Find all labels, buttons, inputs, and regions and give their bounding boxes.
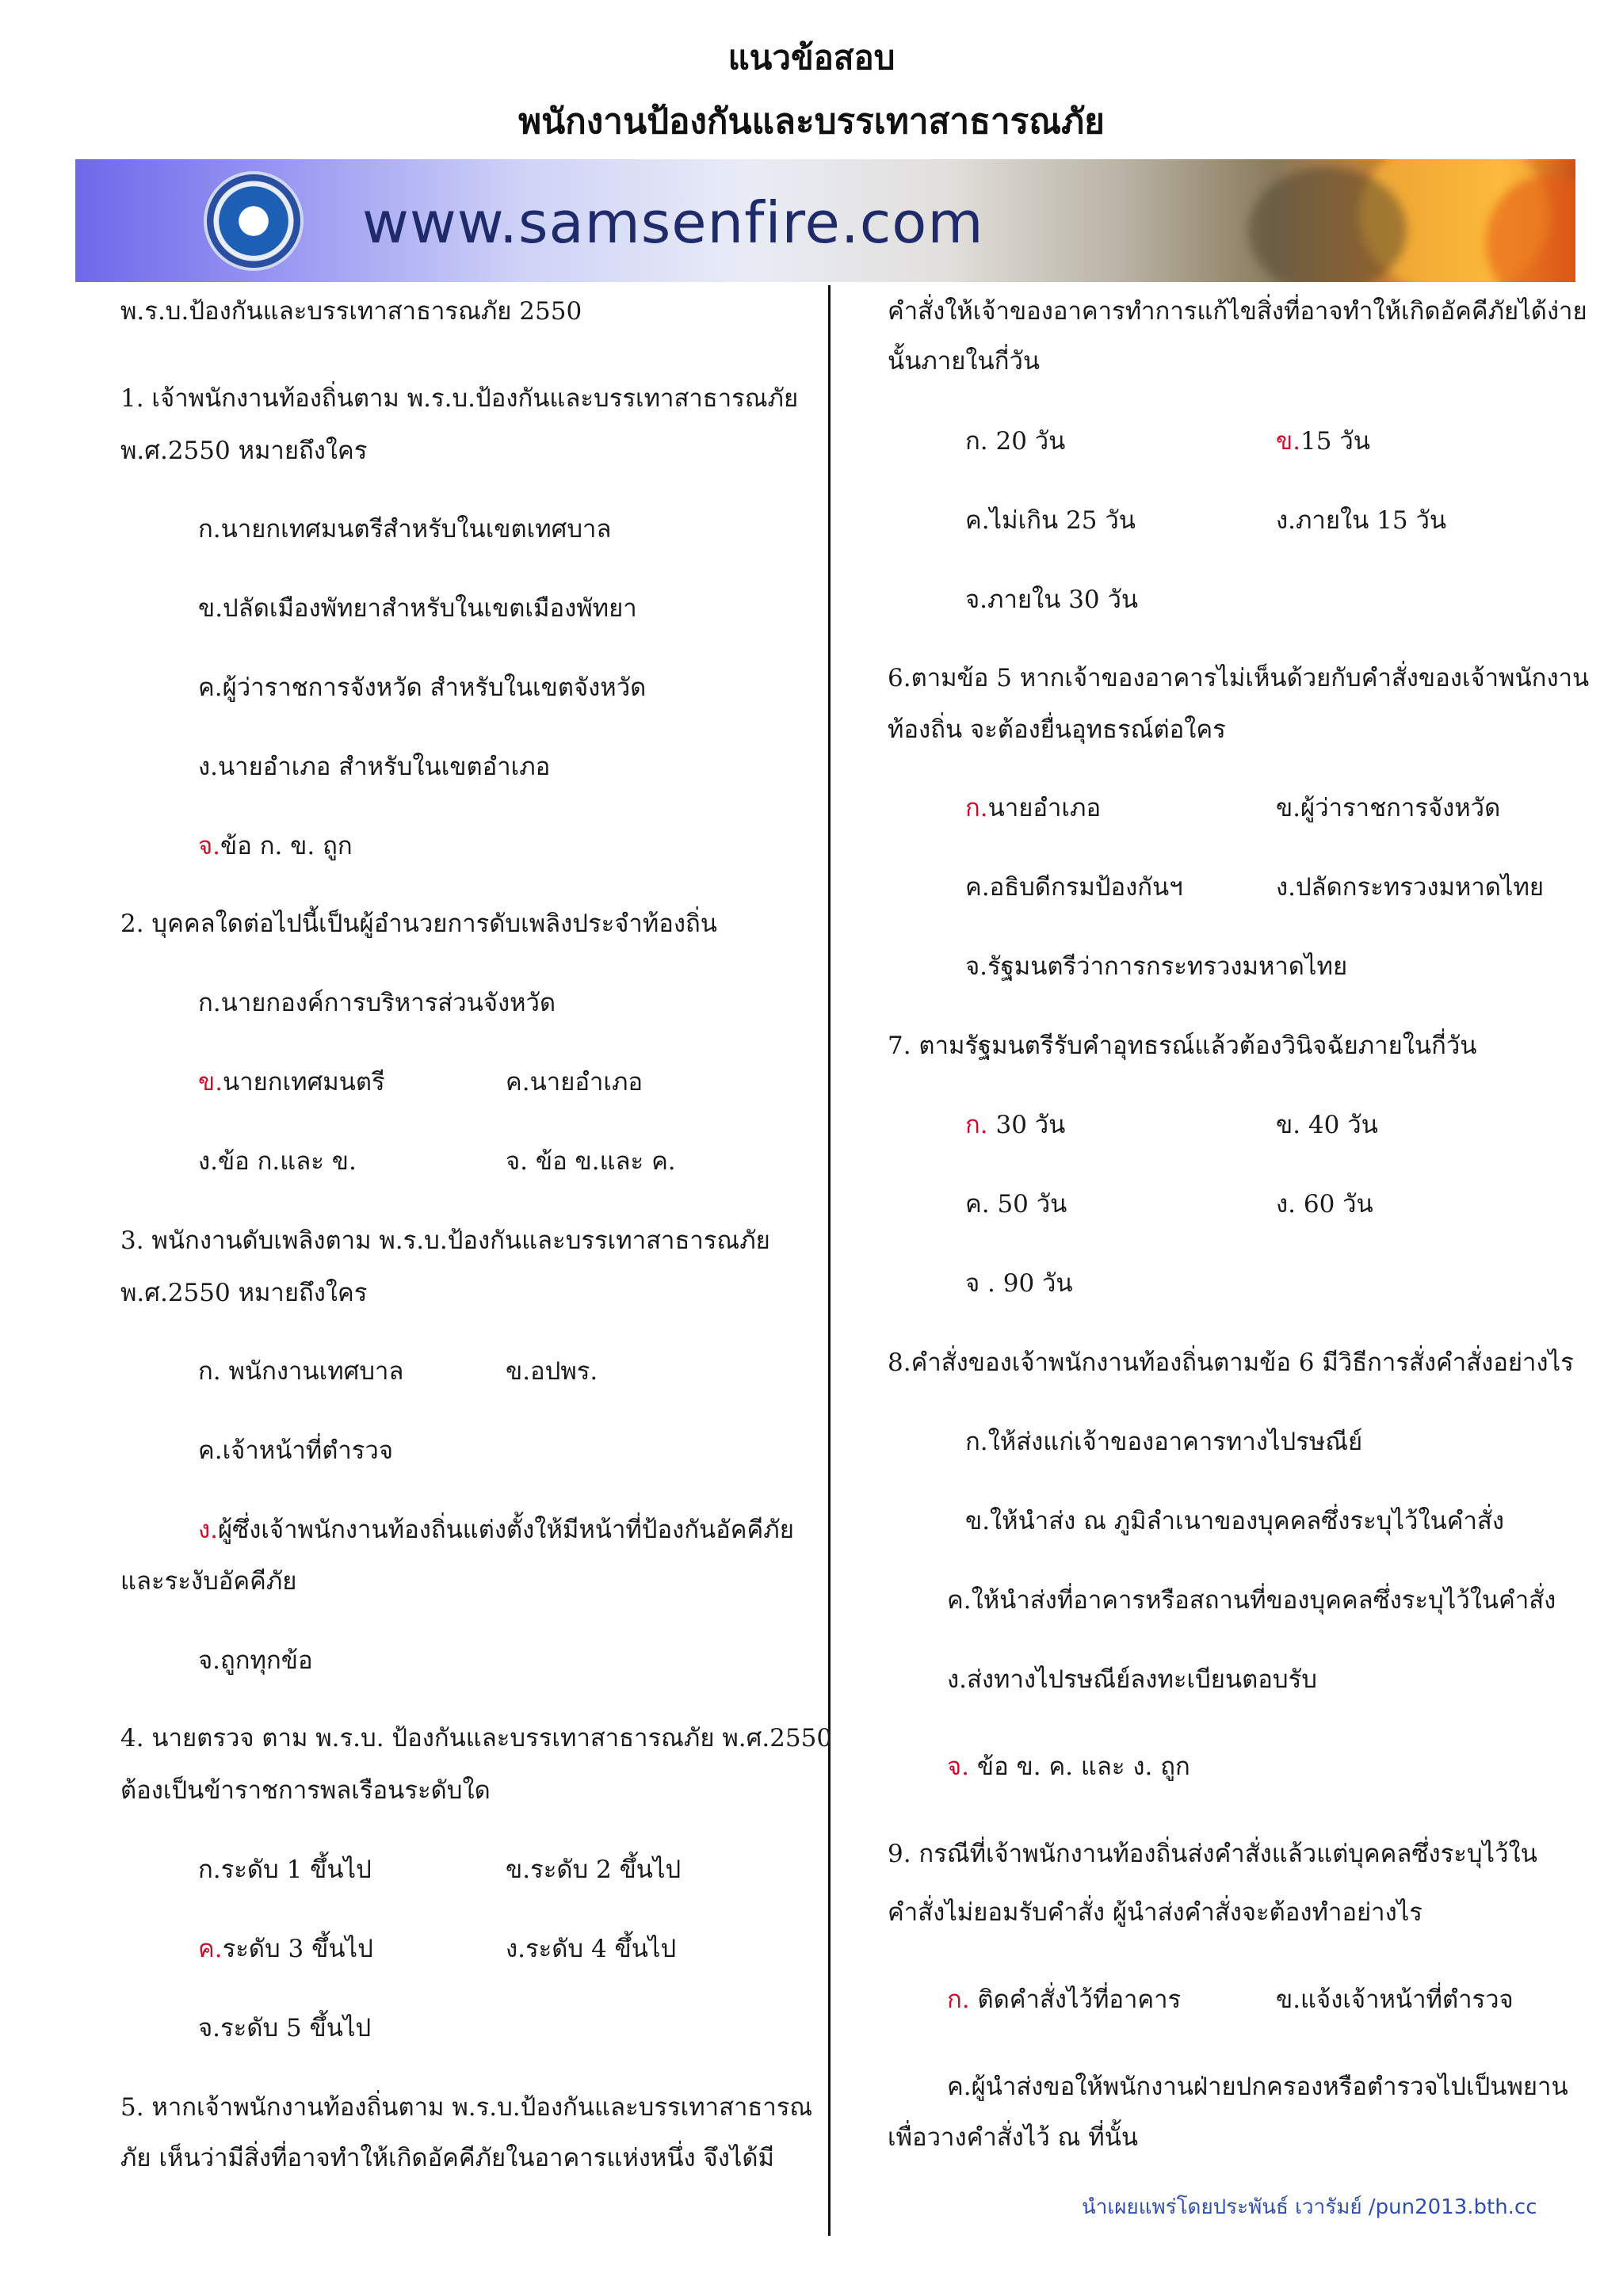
question-text: ต้องเป็นข้าราชการพลเรือนระดับใด — [120, 1776, 491, 1805]
choice: ข. 40 วัน — [1276, 1111, 1378, 1139]
answer-key: ก. — [947, 1985, 970, 2014]
question-text: 5. หากเจ้าพนักงานท้องถิ่นตาม พ.ร.บ.ป้องกันและบรรเทาสาธารณ — [120, 2093, 813, 2122]
choice-text: ข้อ ข. ค. และ ง. ถูก — [969, 1753, 1190, 1781]
choice: ค.ให้นำส่งที่อาคารหรือสถานที่ของบุคคลซึ่งระบุไว้ในคำสั่ง — [947, 1586, 1556, 1615]
correct-choice — [198, 830, 353, 862]
choice: ง.ระดับ 4 ขึ้นไป — [506, 1935, 677, 1963]
choice: จ.ระดับ 5 ขึ้นไป — [198, 2014, 372, 2042]
choice: ค.ไม่เกิน 25 วัน — [965, 506, 1136, 535]
correct-choice — [947, 1984, 1181, 2016]
choice: ก. พนักงานเทศบาล — [198, 1357, 404, 1386]
answer-key: ข. — [1276, 427, 1301, 456]
choice: ก.ให้ส่งแก่เจ้าของอาคารทางไปรษณีย์ — [965, 1428, 1363, 1456]
answer-key: ก. — [965, 1111, 988, 1139]
answer-key: ง. — [198, 1516, 218, 1544]
answer-key: ค. — [198, 1935, 223, 1963]
choice: จ . 90 วัน — [965, 1269, 1073, 1298]
choice-text: ระดับ 3 ขึ้นไป — [222, 1935, 373, 1963]
choice: ค.เจ้าหน้าที่ตำรวจ — [198, 1436, 393, 1465]
question-text: คำสั่งไม่ยอมรับคำสั่ง ผู้นำส่งคำสั่งจะต้องทำอย่างไร — [888, 1898, 1423, 1927]
question-text: 1. เจ้าพนักงานท้องถิ่นตาม พ.ร.บ.ป้องกันและบรรเทาสาธารณภัย — [120, 384, 799, 413]
law-heading: พ.ร.บ.ป้องกันและบรรเทาสาธารณภัย 2550 — [120, 297, 582, 326]
choice: ข.ปลัดเมืองพัทยาสำหรับในเขตเมืองพัทยา — [198, 594, 637, 623]
choice: ข.ระดับ 2 ขึ้นไป — [506, 1855, 682, 1884]
question-text: 6.ตามข้อ 5 หากเจ้าของอาคารไม่เห็นด้วยกับคำสั่งของเจ้าพนักงาน — [888, 664, 1590, 692]
choice: ง.ข้อ ก.และ ข. — [198, 1147, 357, 1176]
question-text: พ.ศ.2550 หมายถึงใคร — [120, 1279, 368, 1307]
fire-department-logo — [204, 171, 304, 271]
choice: ข.แจ้งเจ้าหน้าที่ตำรวจ — [1276, 1985, 1514, 2014]
choice: ค.ผู้ว่าราชการจังหวัด สำหรับในเขตจังหวัด — [198, 673, 647, 702]
choice: ก.นายกองค์การบริหารส่วนจังหวัด — [198, 989, 556, 1017]
banner-url[interactable]: www.samsenfire.com — [362, 189, 984, 256]
choice-text: 30 วัน — [987, 1111, 1066, 1139]
choice: ข.ให้นำส่ง ณ ภูมิลำเนาของบุคคลซึ่งระบุไว้ในคำสั่ง — [965, 1507, 1504, 1535]
answer-key: ก. — [965, 794, 988, 822]
page-title: แนวข้อสอบ — [727, 38, 896, 77]
answer-key: จ. — [947, 1753, 970, 1781]
choice: ค. 50 วัน — [965, 1190, 1067, 1219]
choice: ก.ระดับ 1 ขึ้นไป — [198, 1855, 372, 1884]
question-text: นั้นภายในกี่วัน — [888, 347, 1041, 376]
correct-choice — [198, 1066, 385, 1098]
choice: ง.ภายใน 15 วัน — [1276, 506, 1447, 535]
correct-choice — [965, 1109, 1065, 1141]
choice: ข.ผู้ว่าราชการจังหวัด — [1276, 794, 1501, 822]
site-banner — [75, 159, 1575, 282]
page-subtitle: พนักงานป้องกันและบรรเทาสาธารณภัย — [518, 101, 1105, 142]
choice: ง.นายอำเภอ สำหรับในเขตอำเภอ — [198, 753, 551, 781]
question-text: ท้องถิ่น จะต้องยื่นอุทธรณ์ต่อใคร — [888, 715, 1226, 744]
question-text: 9. กรณีที่เจ้าพนักงานท้องถิ่นส่งคำสั่งแล้วแต่บุคคลซึ่งระบุไว้ใน — [888, 1840, 1537, 1868]
choice-continuation: เพื่อวางคำสั่งไว้ ณ ที่นั้น — [888, 2123, 1139, 2152]
correct-choice — [198, 1933, 373, 1965]
choice-text: ข้อ ก. ข. ถูก — [220, 832, 353, 860]
answer-key: จ. — [198, 832, 221, 860]
question-text: ภัย เห็นว่ามีสิ่งที่อาจทำให้เกิดอัคคีภัยในอาคารแห่งหนึ่ง จึงได้มี — [120, 2144, 774, 2172]
choice-text: ผู้ซึ่งเจ้าพนักงานท้องถิ่นแต่งตั้งให้มีหน้าที่ป้องกันอัคคีภัย — [218, 1516, 794, 1544]
choice: จ. ข้อ ข.และ ค. — [506, 1147, 676, 1176]
choice: ก.นายกเทศมนตรีสำหรับในเขตเทศบาล — [198, 515, 612, 543]
choice: ง.ส่งทางไปรษณีย์ลงทะเบียนตอบรับ — [947, 1665, 1317, 1694]
question-text: คำสั่งให้เจ้าของอาคารทำการแก้ไขสิ่งที่อาจทำให้เกิดอัคคีภัยได้ง่าย — [888, 297, 1587, 326]
choice: ค.นายอำเภอ — [506, 1068, 643, 1097]
question-text: พ.ศ.2550 หมายถึงใคร — [120, 437, 368, 465]
choice: ก. 20 วัน — [965, 427, 1066, 456]
footer-credit[interactable]: นำเผยแพร่โดยประพันธ์ เวารัมย์ /pun2013.bth.cc — [1082, 2195, 1537, 2219]
question-text: 2. บุคคลใดต่อไปนี้เป็นผู้อำนวยการดับเพลิงประจำท้องถิ่น — [120, 910, 717, 938]
choice: จ.รัฐมนตรีว่าการกระทรวงมหาดไทย — [965, 952, 1348, 981]
correct-choice — [965, 792, 1101, 824]
choice: ค.ผู้นำส่งขอให้พนักงานฝ่ายปกครองหรือตำรวจไปเป็นพยาน — [947, 2073, 1568, 2101]
choice: ข.อปพร. — [506, 1357, 598, 1386]
choice: ง.ปลัดกระทรวงมหาดไทย — [1276, 873, 1545, 902]
choice-text: นายกเทศมนตรี — [223, 1068, 385, 1097]
question-text: 8.คำสั่งของเจ้าพนักงานท้องถิ่นตามข้อ 6 มีวิธีการสั่งคำสั่งอย่างไร — [888, 1348, 1574, 1377]
question-text: 3. พนักงานดับเพลิงตาม พ.ร.บ.ป้องกันและบรรเทาสาธารณภัย — [120, 1226, 770, 1255]
correct-choice — [947, 1751, 1190, 1783]
choice-text: นายอำเภอ — [987, 794, 1102, 822]
column-divider — [828, 285, 831, 2236]
choice: ค.อธิบดีกรมป้องกันฯ — [965, 873, 1183, 902]
anchor-icon: ⚓ — [239, 200, 270, 241]
answer-key: ข. — [198, 1068, 223, 1097]
question-text: 7. ตามรัฐมนตรีรับคำอุทธรณ์แล้วต้องวินิจฉัยภายในกี่วัน — [888, 1032, 1477, 1060]
choice: จ.ภายใน 30 วัน — [965, 585, 1139, 614]
choice: จ.ถูกทุกข้อ — [198, 1646, 313, 1675]
choice-continuation: และระงับอัคคีภัย — [120, 1567, 297, 1596]
correct-choice — [198, 1514, 794, 1546]
choice-text: ติดคำสั่งไว้ที่อาคาร — [969, 1985, 1182, 2014]
correct-choice — [1276, 425, 1370, 457]
question-text: 4. นายตรวจ ตาม พ.ร.บ. ป้องกันและบรรเทาสาธารณภัย พ.ศ.2550 — [120, 1724, 833, 1753]
choice: ง. 60 วัน — [1276, 1190, 1373, 1219]
choice-text: 15 วัน — [1300, 427, 1370, 456]
